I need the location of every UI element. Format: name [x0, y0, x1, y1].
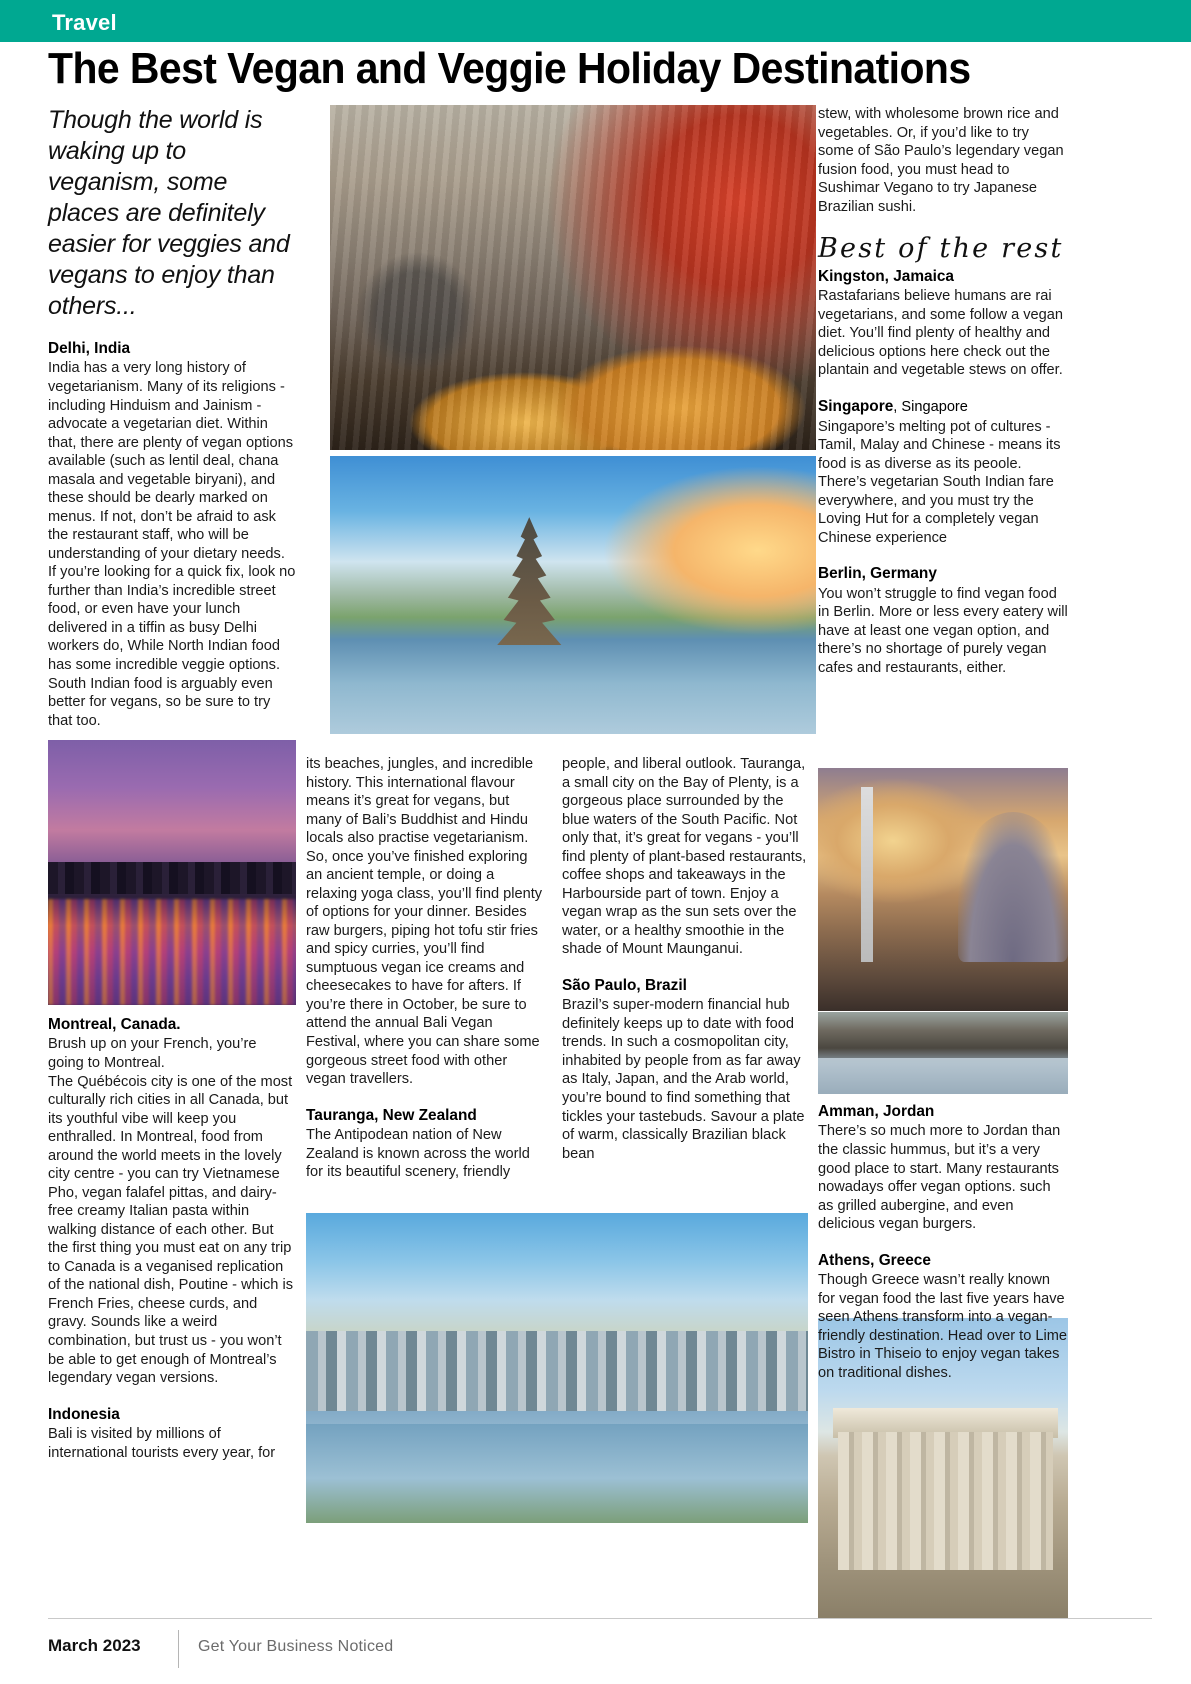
body-sao-paulo-start: Brazil’s super-modern financial hub definitely keeps up to date with food trends. In such a cosmopolitan city, inhabited by people from as far away as Italy, Japan, and the Arab world, you’re bound to find something that tickles your tastebuds. Savour a plate of warm, classically Brazilian black bean: [562, 997, 805, 1162]
section-kicker-bar: [0, 0, 1191, 42]
heading-singapore-bold: Singapore: [818, 398, 894, 416]
body-berlin: You won’t struggle to find vegan food in Berlin. More or less every eatery will have at least one vegan option, and there’s no shortage of purely vegan cafes and restaurants, either.: [818, 585, 1068, 676]
berlin-bode-museum-photo: [818, 768, 1068, 1011]
sao-paulo-bridge-photo: [306, 1213, 808, 1523]
heading-kingston: Kingston, Jamaica: [818, 267, 954, 285]
body-singapore: Singapore’s melting pot of cultures - Tamil, Malay and Chinese - means its food is as diverse as its peoole. There’s vegetarian South Indian fare everywhere, and you must try the Loving Hut for a completely vegan Chinese experience: [818, 418, 1061, 546]
body-indonesia-start: Bali is visited by millions of international tourists every year, for: [48, 1426, 276, 1461]
column-three: [562, 755, 808, 1163]
column-one-lower: [48, 1016, 296, 1462]
heading-singapore-country: , Singapore: [893, 399, 968, 416]
page-title: The Best Vegan and Veggie Holiday Destinations: [48, 44, 971, 93]
body-kingston: Rastafarians believe humans are rai vegetarians, and some follow a vegan diet. You’ll find plenty of healthy and delicious options here check out the plantain and vegetable stews on offer.: [818, 288, 1064, 379]
heading-montreal: Montreal, Canada.: [48, 1016, 181, 1033]
heading-delhi: Delhi, India: [48, 340, 131, 357]
delhi-street-market-photo: [330, 105, 816, 450]
column-four-lower: [818, 1103, 1068, 1382]
column-one: [48, 105, 296, 730]
body-amman: There’s so much more to Jordan than the classic hummus, but it’s a very good place to start. Many restaurants nowadays offer vegan options. such as grilled aubergine, and even delicious vegan burgers.: [818, 1123, 1061, 1233]
body-montreal-intro: Brush up on your French, you’re going to Montreal.: [48, 1036, 257, 1072]
body-tauranga-continued: people, and liberal outlook. Tauranga, a small city on the Bay of Plenty, is a gorgeous place surrounded by the blue waters of the South Pacific. Not only that, it’s great for vegans - you’ll find plenty of plant-based restaurants, coffee shops and takeaways in the Harbourside part of town. Enjoy a vegan wrap as the sun sets over the water, or a healthy smoothie in the shade of Mount Maunganui.: [562, 756, 807, 958]
intro-standfirst: Though the world is waking up to veganism, some places are definitely easier for veggies and vegans to enjoy than others...: [48, 106, 290, 320]
section-kicker-label: Travel: [52, 10, 117, 35]
heading-amman: Amman, Jordan: [818, 1103, 935, 1120]
column-two: [306, 755, 544, 1182]
footer-tagline: Get Your Business Noticed: [198, 1638, 394, 1655]
heading-athens: Athens, Greece: [818, 1251, 931, 1269]
bali-temple-lake-photo: [330, 456, 816, 734]
footer-issue-date: March 2023: [48, 1636, 141, 1655]
body-delhi: India has a very long history of vegetarianism. Many of its religions - including Hinduism and Jainism - advocate a vegetarian diet. Within that, there are plenty of vegan options available (such as lentil deal, chana masala and vegetable biryani), and these should be dearly marked on menus. If not, don’t be afraid to ask the restaurant staff, who will be understanding of your dietary needs. If you’re looking for a quick fix, look no further than India’s incredible street food, or even have your lunch delivered in a tiffin as busy Delhi workers do, While North Indian food has some incredible veggie options. South Indian food is arguably even better for vegans, so be sure to try that too.: [48, 360, 296, 729]
montreal-skyline-photo: [48, 740, 296, 1005]
heading-singapore: [818, 398, 1068, 417]
heading-best-of-the-rest: Best of the rest: [818, 233, 1064, 265]
heading-berlin: Berlin, Germany: [818, 565, 937, 583]
body-tauranga-start: The Antipodean nation of New Zealand is known across the world for its beautiful scenery, friendly: [306, 1127, 530, 1181]
footer-divider-line: [48, 1618, 1152, 1619]
footer-vertical-divider: [178, 1630, 179, 1668]
heading-tauranga: Tauranga, New Zealand: [306, 1106, 477, 1124]
heading-indonesia: Indonesia: [48, 1405, 120, 1423]
body-montreal: The Québécois city is one of the most culturally rich cities in all Canada, but its youthful vibe will keep you enthralled. In Montreal, food from around the world meets in the lovely city centre - you can try Vietnamese Pho, vegan falafel pittas, and dairy-free creamy Italian pasta within walking distance of each other. But the first thing you must eat on any trip to Canada is a veganised replication of the national dish, Poutine - which is French Fries, cheese curds, and gravy. Sounds like a weird combination, but trust us - you won’t be able to get enough of Montreal’s legendary vegan versions.: [48, 1073, 293, 1387]
body-indonesia-continued: its beaches, jungles, and incredible history. This international flavour means it’s great for vegans, but many of Bali’s Buddhist and Hindu locals also practise vegetarianism. So, once you’ve finished exploring an ancient temple, or doing a relaxing yoga class, you’ll find plenty of options for your dinner. Besides raw burgers, piping hot tofu stir fries and spicy curries, you’ll find sumptuous vegan ice creams and cheesecakes to have for afters. If you’re there in October, be sure to attend the annual Bali Vegan Festival, where you can share some gorgeous street food with other vegan travellers.: [306, 756, 543, 1088]
body-sao-paulo-continued: stew, with wholesome brown rice and vegetables. Or, if you’d like to try some of São Paulo’s legendary vegan fusion food, you must head to Sushimar Vegano to try Japanese Brazilian sushi.: [818, 106, 1064, 215]
column-four: [818, 105, 1068, 677]
heading-sao-paulo: São Paulo, Brazil: [562, 976, 687, 994]
body-athens: Though Greece wasn’t really known for vegan food the last five years have seen Athens transform into a vegan-friendly destination. Head over to Lime Bistro in Thiseio to enjoy vegan takes on traditional dishes.: [818, 1272, 1068, 1381]
amman-waterfront-photo: [818, 1012, 1068, 1094]
